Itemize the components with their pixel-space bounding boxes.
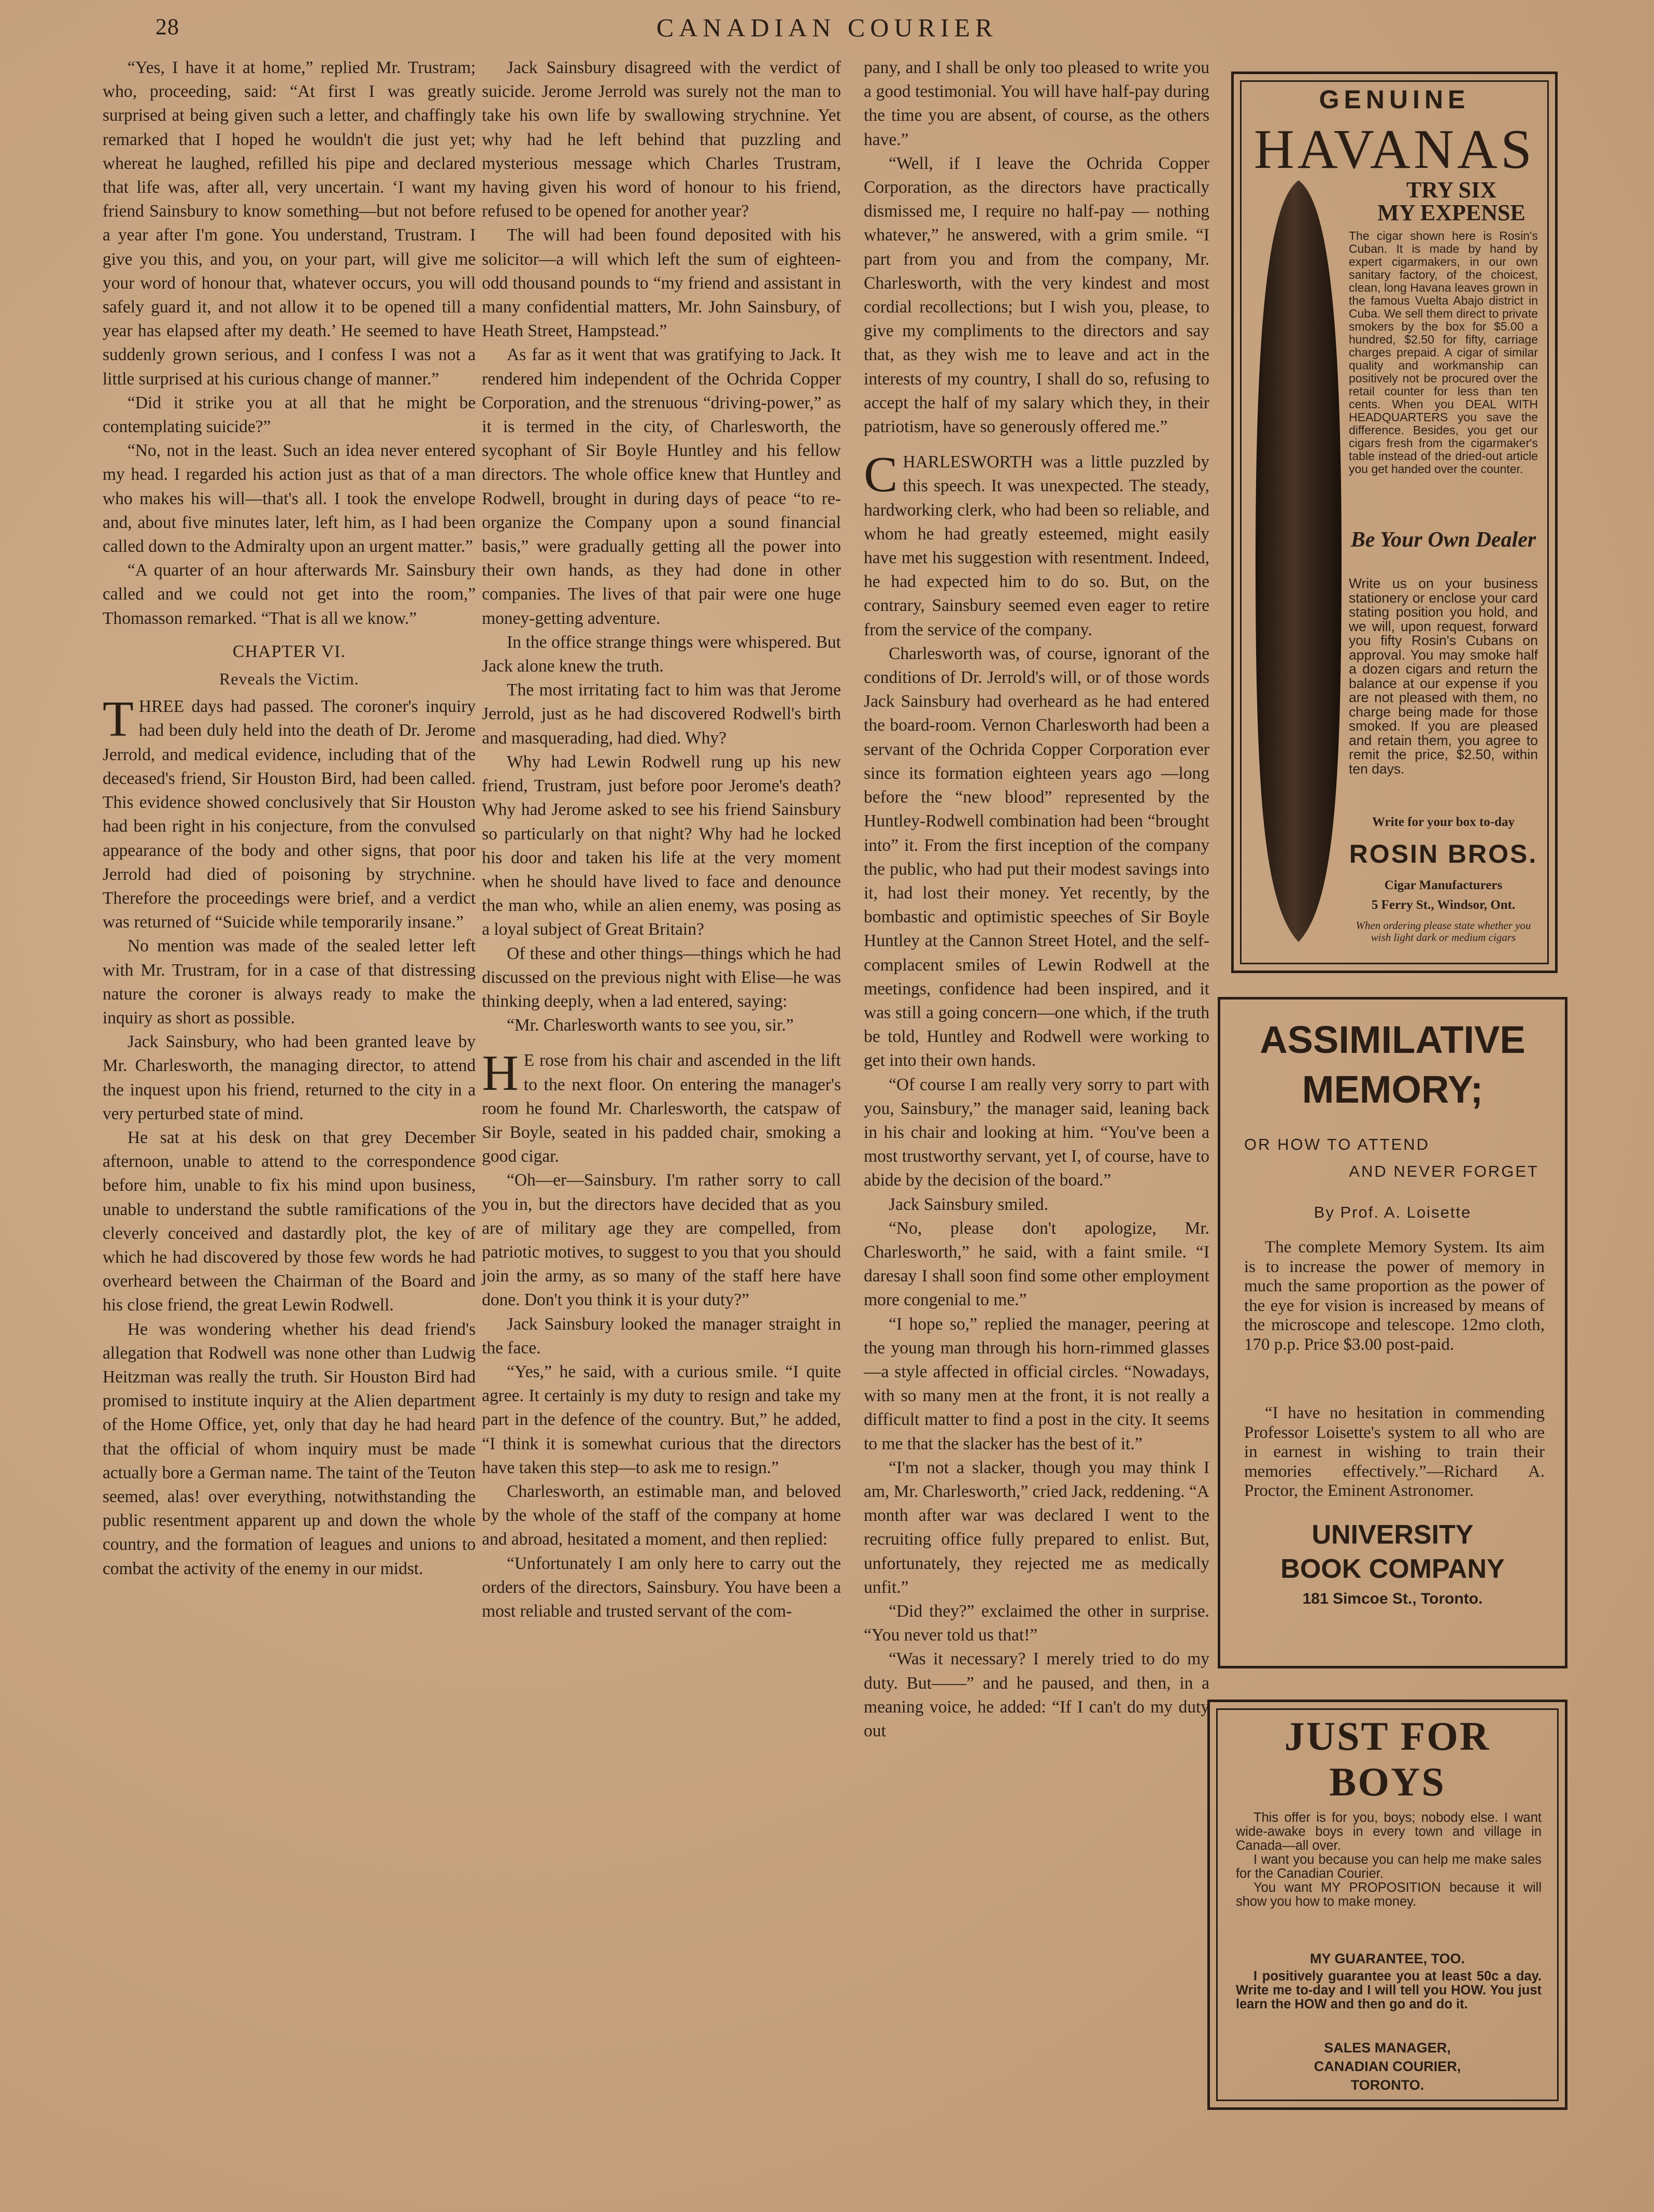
paragraph: “Yes,” he said, with a curious smile. “I quite agree. It certainly is my duty to resign and take my part in the defence of the country. But,” he added, “I think it is somewhat curious that the directors have taken this step—to ask me to resign.”: [482, 1362, 841, 1477]
paragraph: “Mr. Charlesworth wants to see you, sir.”: [507, 1016, 794, 1035]
ad-company-name: UNIVERSITY BOOK COMPANY: [1280, 1520, 1505, 1584]
ad-company-name: ROSIN BROS.: [1349, 839, 1538, 868]
ad-body-text: This offer is for you, boys; nobody else. I want wide-awake boys in every town and village in Canada—all over. I want you because you can help me make sales for the Canadian Courier. You want MY PROPOSITION because it will show you how to make money.: [1236, 1810, 1542, 1909]
story-column-1: [103, 56, 476, 1581]
paragraph: “A quarter of an hour afterwards Mr. Sainsbury called and we could not get into the room,” Thomasson remarked. “That is all we know.”: [103, 561, 476, 628]
paragraph: “Unfortunately I am only here to carry out the orders of the directors, Sainsbury. You have been a most reliable and trusted servant of the com-: [482, 1553, 841, 1621]
paragraph: The will had been found deposited with his solicitor—a will which left the sum of eighteen-odd thousand pounds to “my friend and assistant in many confidential matters, Mr. John Sainsbury, of Heath Street, Hampstead.”: [482, 225, 841, 341]
drop-cap: H: [482, 1045, 519, 1102]
ad-signature: SALES MANAGER,: [1324, 2040, 1451, 2056]
ad-headline: ASSIMILATIVE MEMORY;: [1260, 1018, 1525, 1111]
paragraph: “I'm not a slacker, though you may think I am, Mr. Charlesworth,” cried Jack, reddening. “A month after war was declared I went to the recruiting office fully prepared to enlist. But, unfortunately, they rejected me as medically unfit.”: [864, 1458, 1209, 1597]
paragraph: The most irritating fact to him was that Jerome Jerrold, just as he had discovered Rodwell's birth and masquerading, had died. Why?: [482, 680, 841, 748]
paragraph: pany, and I shall be only too pleased to write you a good testimonial. You will have half-pay during the time you are absent, of course, as the others have.”: [864, 58, 1209, 149]
paragraph: No mention was made of the sealed letter left with Mr. Trustram, for in a case of that distressing nature the coroner is always ready to make the inquiry as short as possible.: [103, 936, 476, 1027]
paragraph: Jack Sainsbury looked the manager straight in the face.: [482, 1314, 841, 1358]
page-number: 28: [155, 14, 179, 39]
boys-advertisement: [1207, 1700, 1567, 2110]
ad-subheadline: OR HOW TO ATTEND: [1244, 1135, 1430, 1153]
ad-call-to-action: Write for your box to-day: [1372, 815, 1515, 829]
ad-address: 5 Ferry St., Windsor, Ont.: [1371, 898, 1516, 912]
ad-note: When ordering please state whether you wish light dark or medium cigars: [1356, 919, 1531, 944]
paragraph: He sat at his desk on that grey December afternoon, unable to attend to the correspondence before him, unable to fix his mind upon business, unable to understand the subtle ramifications of the cleverly conceived and dastardly plot, the key of which he had discovered by those few words he had overheard between the Chairman of the Board and his close friend, the great Lewin Rodwell.: [103, 1128, 476, 1315]
ad-subheadline: Be Your Own Dealer: [1350, 528, 1536, 552]
ad-headline: HAVANAS: [1253, 119, 1535, 180]
ad-headline: GENUINE: [1319, 85, 1470, 114]
paragraph: “Of course I am really very sorry to part with you, Sainsbury,” the manager said, leaning back in his chair and looking at him. “You've been a most trustworthy servant, yet I, of course, have to abide by the decision of the board.”: [864, 1075, 1209, 1190]
ad-company-subtitle: Cigar Manufacturers: [1384, 878, 1503, 892]
ad-body-text: The cigar shown here is Rosin's Cuban. It is made by hand by expert cigarmakers, in our own sanitary factory, of the choicest, clean, long Havana leaves grown in the famous Vuelta Abajo district in Cuba. We sell them direct to private smokers by the box for $5.00 a hundred, $2.50 for fifty, carriage charges prepaid. A cigar of similar quality and workmanship can positively not be procured over the retail counter for less than ten cents. When you DEAL WITH HEADQUARTERS you save the difference. Besides, you get our cigars fresh from the cigarmaker's table instead of the dried-out article you get handed over the counter.: [1349, 229, 1538, 476]
ad-quote: “I have no hesitation in commending Professor Loisette's system to all who are in earnest in wishing to train their memories effectively.”—Richard A. Proctor, the Eminent Astronomer.: [1244, 1404, 1545, 1500]
paragraph: “Was it necessary? I merely tried to do my duty. But——” and he paused, and then, in a meaning voice, he added: “If I can't do my duty out: [864, 1649, 1209, 1741]
chapter-heading: CHAPTER VI.: [232, 641, 346, 661]
story-column-2: [482, 56, 841, 1623]
paragraph: “I hope so,” replied the manager, peering at the young man through his horn-rimmed glasses—a style affected in official circles. “Nowadays, with so many men at the front, it is not really a difficult matter to find a post in the city. It seems to me that the slacker has the best of it.”: [864, 1314, 1209, 1453]
paragraph: “No, not in the least. Such an idea never entered my head. I regarded his action just as that of a man who makes his will—that's all. I took the envelope and, about five minutes later, left him, as I had been called down to the Admiralty upon an urgent matter.”: [103, 441, 476, 556]
havanas-advertisement: [1231, 72, 1558, 973]
paragraph: “Oh—er—Sainsbury. I'm rather sorry to call you in, but the directors have decided that as you are of military age they are compelled, from patriotic motives, to suggest to you that you should join the army, as so many of the staff here have done. Don't you think it is your duty?”: [482, 1171, 841, 1310]
paragraph: HARLESWORTH was a little puzzled by this speech. It was unexpected. The steady, hardworking clerk, who had been so reliable, and whom he had greatly esteemed, might easily have met his suggestion with resentment. Indeed, he had expected him to do so. But, on the contrary, Sainsbury seemed even eager to retire from the service of the company.: [864, 452, 1209, 639]
ad-headline: JUST FOR BOYS: [1284, 1714, 1491, 1804]
ad-signature: TORONTO.: [1350, 2077, 1424, 2093]
paragraph: “Well, if I leave the Ochrida Copper Corporation, as the directors have practically dismissed me, I require no half-pay — nothing whatever,” he answered, with a grim smile. “I part from you and from the company, Mr. Charlesworth, with the very kindest and most cordial recollections; but I wish you, please, to give my compliments to the directors and say that, as they wish me to leave and act in the interests of my country, I shall do so, refusing to accept the half of my salary which they, in their patriotism, have so generously offered me.”: [864, 153, 1209, 437]
paragraph: He was wondering whether his dead friend's allegation that Rodwell was none other than Ludwig Heitzman was really the truth. Sir Houston Bird had promised to institute inquiry at the Alien department of the Home Office, yet, only that day he had heard that the official of whom inquiry must be made actually bore a German name. The taint of the Teuton seemed, alas! over everything, notwithstanding the public resentment apparent up and down the whole country, and the formation of leagues and unions to combat the activity of the enemy in our midst.: [103, 1319, 476, 1578]
paragraph: As far as it went that was gratifying to Jack. It rendered him independent of the Ochrida Copper Corporation, and the strenuous “driving-power,” as it is termed in the city, of Charlesworth, the sycophant of Sir Boyle Huntley and his fellow directors. The whole office knew that Huntley and Rodwell, brought in during days of peace “to re-organize the Company upon a sound financial basis,” were gradually getting all the power into their own hands, as they had done in other companies. The lives of that pair were one huge money-getting adventure.: [482, 345, 841, 628]
ad-body-text: I positively guarantee you at least 50c a day. Write me to-day and I will tell you HOW. You just learn the HOW and then go and do it.: [1236, 1969, 1542, 2011]
paragraph: Of these and other things—things which he had discussed on the previous night with Elise—he was thinking deeply, when a lad entered, saying:: [482, 944, 841, 1011]
paragraph: In the office strange things were whispered. But Jack alone knew the truth.: [482, 632, 841, 676]
paragraph: HREE days had passed. The coroner's inquiry had been duly held into the death of Dr. Jerome Jerrold, and medical evidence, including that of the deceased's friend, Sir Houston Bird, had been called. This evidence showed conclusively that Sir Houston had been right in his conjecture, from the convulsed appearance of the body and other signs, that poor Jerrold had died of poisoning by strychnine. Therefore the proceedings were brief, and a verdict was returned of “Suicide while temporarily insane.”: [103, 697, 476, 932]
ad-subheadline: AND NEVER FORGET: [1349, 1162, 1539, 1180]
paragraph: Charlesworth was, of course, ignorant of the conditions of Dr. Jerrold's will, or of those words Jack Sainsbury had overheard as he had entered the board-room. Vernon Charlesworth had been a servant of the Ochrida Copper Corporation ever since its formation eighteen years ago —long before the “new blood” represented by the Huntley-Rodwell combination had been “brought into” it. From the first inception of the company the public, who had put their modest savings into it, had lost their money. Yet recently, by the bombastic and optimistic speeches of Sir Boyle Huntley at the Cannon Street Hotel, and the self-complacent smiles of Lewin Rodwell at the meetings, confidence had been inspired, and it was still a going concern—one which, if the truth be told, Huntley and Rodwell were working to get into their own hands.: [864, 644, 1209, 1071]
drop-cap: C: [864, 447, 898, 503]
paragraph: Why had Lewin Rodwell rung up his new friend, Trustram, just before poor Jerome's death? Why had Jerome asked to see his friend Sainsbury so particularly on that night? Why had he locked his door and taken his life at the very moment when he should have lived to face and denounce the man who, while an alien enemy, was posing as a loyal subject of Great Britain?: [482, 752, 841, 939]
memory-book-advertisement: [1218, 997, 1567, 1668]
paragraph: E rose from his chair and ascended in the lift to the next floor. On entering the manager's room he found Mr. Charlesworth, the catspaw of Sir Boyle, seated in his padded chair, smoking a good cigar.: [482, 1051, 841, 1166]
story-column-3: [864, 56, 1209, 1743]
ad-body-text: The complete Memory System. Its aim is to increase the power of memory in much the same proportion as the power of the eye for vision is increased by means of the microscope and telescope. 12mo cloth, 170 p.p. Price $3.00 post-paid.: [1244, 1238, 1545, 1354]
ad-signature: CANADIAN COURIER,: [1314, 2059, 1461, 2074]
ad-address: 181 Simcoe St., Toronto.: [1302, 1590, 1483, 1607]
paragraph: Jack Sainsbury, who had been granted leave by Mr. Charlesworth, the managing director, to attend the inquest upon his friend, returned to the city in a very perturbed state of mind.: [103, 1032, 476, 1123]
cigar-icon: [1254, 180, 1343, 942]
paragraph: “No, please don't apologize, Mr. Charlesworth,” he said, with a faint smile. “I daresay I shall soon find some other employment more congenial to me.”: [864, 1218, 1209, 1310]
paragraph: “Yes, I have it at home,” replied Mr. Trustram; who, proceeding, said: “At first I was greatly surprised at being given such a letter, and chaffingly remarked that I hoped he wouldn't die just yet; whereat he laughed, refilled his pipe and declared that life was, after all, very uncertain. ‘I want my friend Sainsbury to know something—but not before a year after I'm gone. You understand, Trustram. I give you this, and you, on your part, will give me your word of honour that, whatever occurs, you will safely guard it, and not allow it to be opened till a year has elapsed after my death.’ He seemed to have suddenly grown serious, and I confess I was not a little surprised at his curious change of manner.”: [103, 58, 476, 389]
page-header: [0, 9, 1654, 51]
drop-cap: T: [103, 691, 134, 748]
paragraph: “Did they?” exclaimed the other in surprise. “You never told us that!”: [864, 1602, 1209, 1645]
paragraph: Jack Sainsbury disagreed with the verdict of suicide. Jerome Jerrold was surely not the man to take his own life by swallowing strychnine. Yet why had he left behind that puzzling and mysterious message which Charles Trustram, having given his word of honour to his friend, refused to be opened for another year?: [482, 58, 841, 221]
paragraph: Jack Sainsbury smiled.: [889, 1194, 1048, 1214]
paragraph: Charlesworth, an estimable man, and beloved by the whole of the staff of the company at home and abroad, hesitated a moment, and then replied:: [482, 1481, 841, 1549]
ad-subheadline: MY GUARANTEE, TOO.: [1309, 1951, 1465, 1966]
paragraph: “Did it strike you at all that he might be contemplating suicide?”: [103, 393, 476, 437]
masthead: CANADIAN COURIER: [656, 13, 998, 42]
ad-subheadline: TRY SIX MY EXPENSE: [1377, 177, 1525, 225]
ad-body-text: Write us on your business stationery or enclose your card stating position you hold, and we will, upon request, forward you fifty Rosin's Cubans on approval. You may smoke half a dozen cigars and return the balance at our expense if you are not pleased with them, no charge being made for those smoked. If you are pleased and retain them, you agree to remit the price, $2.50, within ten days.: [1349, 576, 1538, 777]
chapter-subtitle: Reveals the Victim.: [219, 669, 359, 689]
ad-author: By Prof. A. Loisette: [1314, 1203, 1472, 1221]
